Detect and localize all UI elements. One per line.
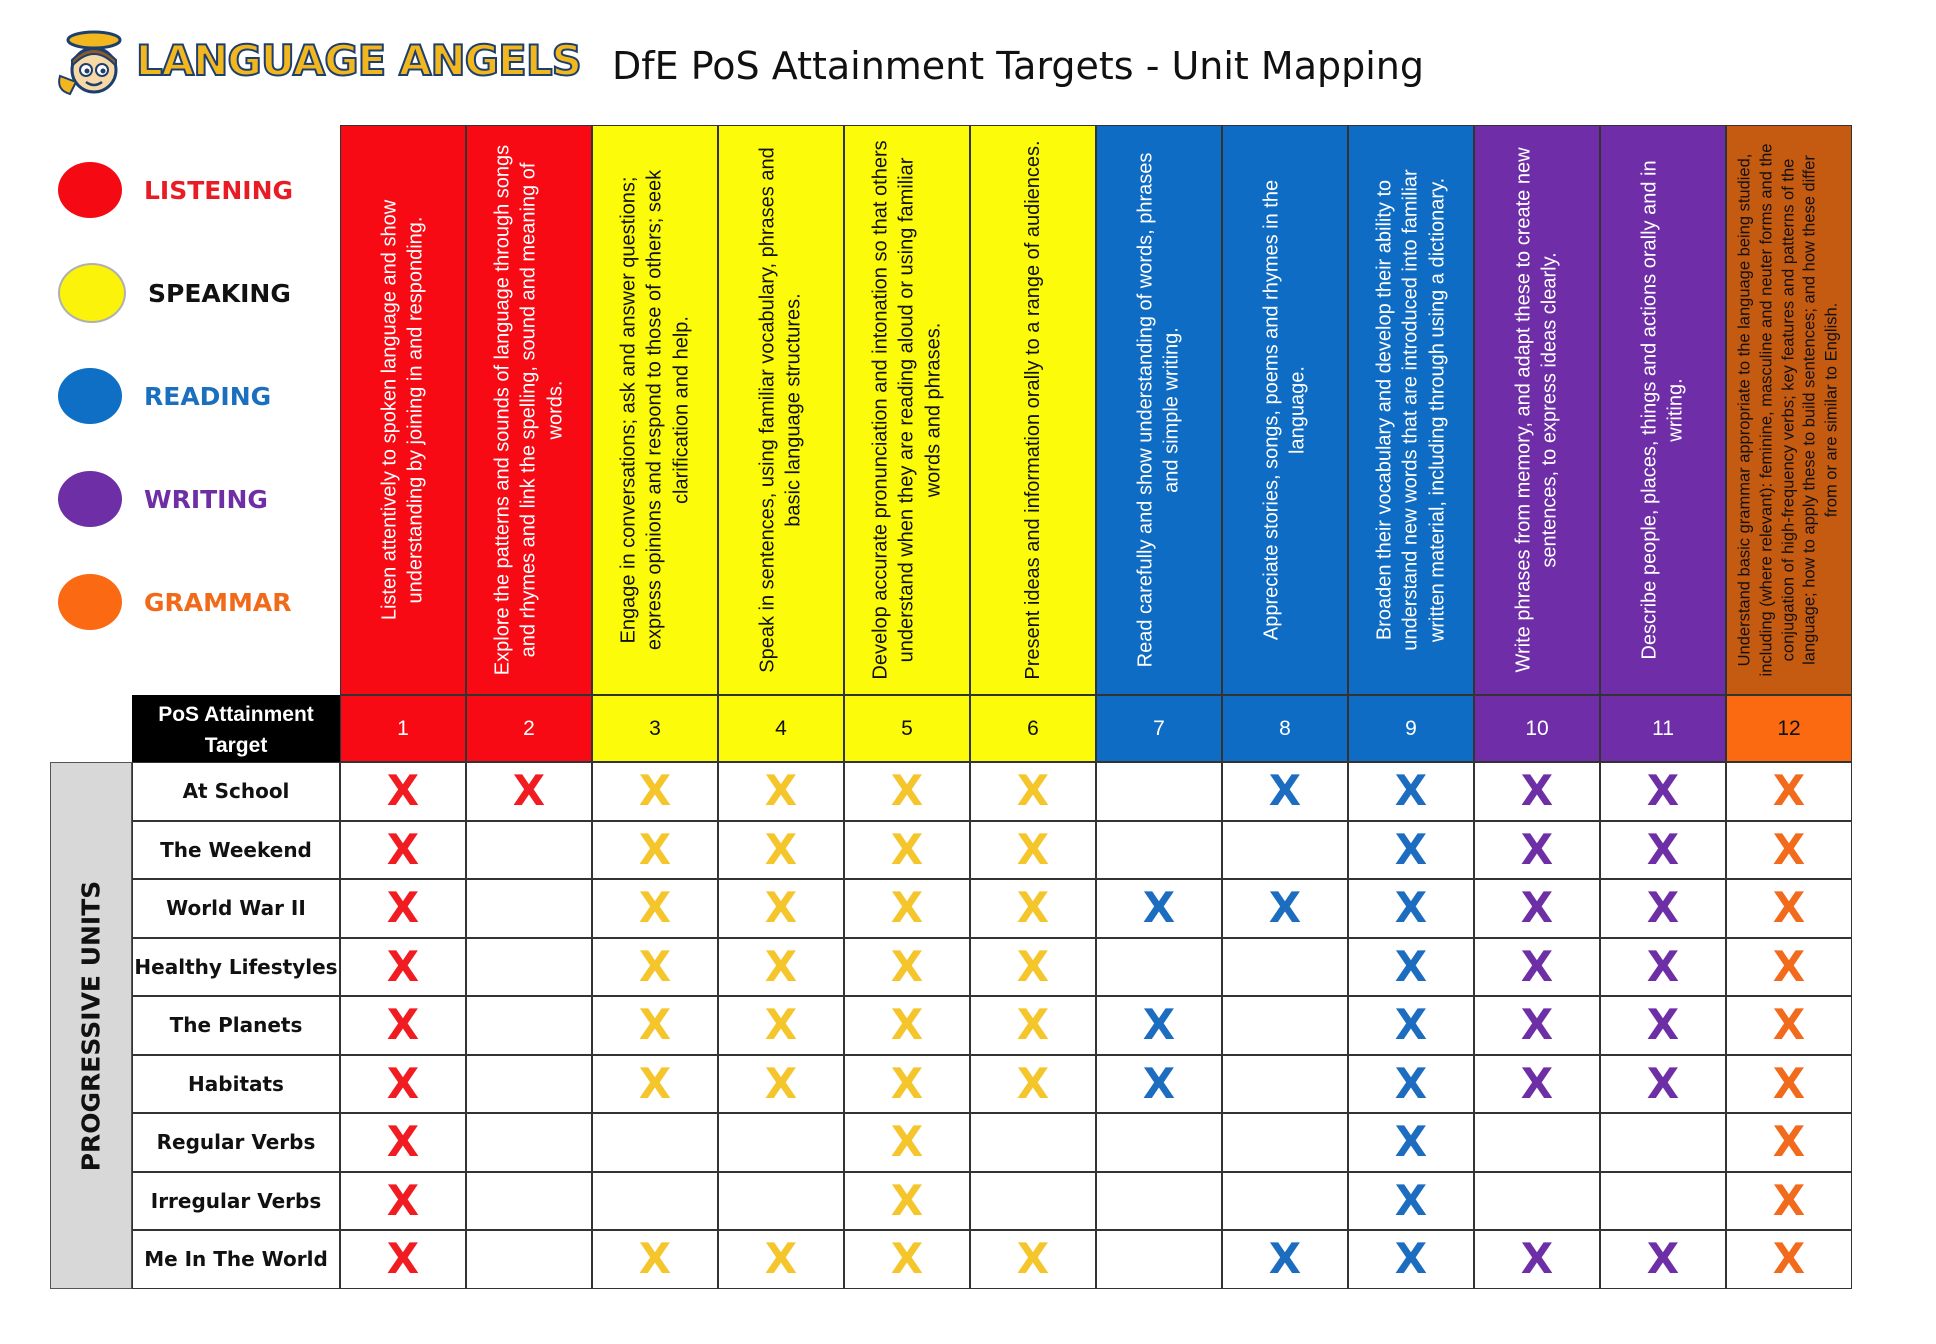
- grid-cell: [466, 1055, 592, 1114]
- grid-cell: [1474, 1113, 1600, 1172]
- coverage-mark: X: [386, 1175, 420, 1225]
- grid-cell: [592, 879, 718, 938]
- coverage-mark: X: [386, 1000, 420, 1050]
- grid-cell: [1474, 821, 1600, 880]
- grid-cell: [1474, 938, 1600, 997]
- target-description-5: [844, 125, 970, 695]
- coverage-mark: X: [1268, 766, 1302, 816]
- target-description-6: [970, 125, 1096, 695]
- grid-cell: [466, 879, 592, 938]
- grid-cell: [844, 1172, 970, 1231]
- progressive-units-band: [50, 762, 132, 1289]
- coverage-mark: X: [1646, 941, 1680, 991]
- coverage-mark: X: [1142, 1058, 1176, 1108]
- legend-label: LISTENING: [144, 175, 294, 205]
- grid-cell: [1222, 879, 1348, 938]
- target-number-7: 7: [1096, 695, 1222, 762]
- grid-cell: [718, 1172, 844, 1231]
- target-description-text: Understand basic grammar appropriate to the language being studied, including (where relevant): feminine, masculine and neuter forms and the conjugation of high-frequency verbs; key features and patterns of the language; how to apply these to build sentences; and how these differ from or are similar to English.: [1735, 143, 1841, 677]
- grid-cell: [1348, 821, 1474, 880]
- legend-item-listening: [58, 158, 293, 222]
- grid-cell: [1222, 1172, 1348, 1231]
- coverage-mark: X: [764, 941, 798, 991]
- coverage-mark: X: [1520, 1234, 1554, 1284]
- legend-label: READING: [144, 381, 272, 411]
- grid-cell: [718, 1113, 844, 1172]
- coverage-mark: X: [1772, 1058, 1806, 1108]
- coverage-mark: X: [764, 1000, 798, 1050]
- coverage-mark: X: [638, 824, 672, 874]
- coverage-mark: X: [1772, 941, 1806, 991]
- grid-cell: [844, 1055, 970, 1114]
- legend-label: SPEAKING: [148, 278, 291, 308]
- grid-cell: [1222, 762, 1348, 821]
- angel-mascot-icon: [54, 26, 134, 102]
- grid-cell: [1726, 938, 1852, 997]
- grid-cell: [844, 996, 970, 1055]
- coverage-mark: X: [1016, 766, 1050, 816]
- target-description-text: Speak in sentences, using familiar vocabulary, phrases and basic language structures.: [756, 147, 805, 673]
- grid-cell: [718, 821, 844, 880]
- target-description-10: [1474, 125, 1600, 695]
- grid-cell: [970, 1113, 1096, 1172]
- coverage-mark: X: [386, 1234, 420, 1284]
- grid-cell: [1600, 1172, 1726, 1231]
- grid-cell: [1096, 996, 1222, 1055]
- coverage-mark: X: [890, 766, 924, 816]
- grid-cell: [340, 1055, 466, 1114]
- coverage-mark: X: [1520, 1000, 1554, 1050]
- grid-cell: [592, 1230, 718, 1289]
- coverage-mark: X: [890, 941, 924, 991]
- grid-cell: [340, 762, 466, 821]
- grid-cell: [844, 1230, 970, 1289]
- coverage-mark: X: [1646, 883, 1680, 933]
- coverage-mark: X: [1520, 883, 1554, 933]
- target-description-7: [1096, 125, 1222, 695]
- grid-cell: [970, 1055, 1096, 1114]
- coverage-mark: X: [638, 1234, 672, 1284]
- coverage-mark: X: [1646, 1058, 1680, 1108]
- target-description-text: Appreciate stories, songs, poems and rhymes in the language.: [1260, 179, 1309, 641]
- legend-item-speaking: [58, 261, 291, 325]
- grid-cell: [1348, 938, 1474, 997]
- target-number-5: 5: [844, 695, 970, 762]
- grid-cell: [340, 1230, 466, 1289]
- grid-cell: [718, 938, 844, 997]
- grid-cell: [466, 762, 592, 821]
- grid-cell: [844, 879, 970, 938]
- grid-cell: [340, 938, 466, 997]
- grid-cell: [1348, 762, 1474, 821]
- grid-cell: [592, 762, 718, 821]
- coverage-mark: X: [1646, 824, 1680, 874]
- grid-cell: [1348, 1172, 1474, 1231]
- coverage-mark: X: [1772, 766, 1806, 816]
- coverage-mark: X: [1520, 1058, 1554, 1108]
- grid-cell: [592, 1172, 718, 1231]
- grid-cell: [1222, 1230, 1348, 1289]
- grid-cell: [1222, 821, 1348, 880]
- unit-label: World War II: [132, 879, 340, 938]
- grid-cell: [466, 1230, 592, 1289]
- grid-cell: [1096, 938, 1222, 997]
- unit-label: Healthy Lifestyles: [132, 938, 340, 997]
- grid-cell: [1474, 1055, 1600, 1114]
- target-description-1: [340, 125, 466, 695]
- grid-cell: [1474, 879, 1600, 938]
- progressive-units-label: PROGRESSIVE UNITS: [76, 880, 106, 1171]
- grid-cell: [340, 996, 466, 1055]
- grid-cell: [1600, 821, 1726, 880]
- coverage-mark: X: [890, 1000, 924, 1050]
- coverage-mark: X: [1394, 883, 1428, 933]
- coverage-mark: X: [1394, 1117, 1428, 1167]
- grid-cell: [1348, 1230, 1474, 1289]
- target-number-4: 4: [718, 695, 844, 762]
- target-description-text: Read carefully and show understanding of words, phrases and simple writing.: [1134, 152, 1183, 668]
- unit-label: At School: [132, 762, 340, 821]
- legend-item-reading: [58, 364, 271, 428]
- coverage-mark: X: [1394, 941, 1428, 991]
- target-number-6: 6: [970, 695, 1096, 762]
- grid-cell: [1474, 1230, 1600, 1289]
- target-description-11: [1600, 125, 1726, 695]
- grid-cell: [466, 821, 592, 880]
- unit-label: Regular Verbs: [132, 1113, 340, 1172]
- grid-cell: [1348, 1055, 1474, 1114]
- coverage-mark: X: [1772, 1000, 1806, 1050]
- coverage-mark: X: [386, 1058, 420, 1108]
- grid-cell: [466, 1113, 592, 1172]
- target-number-11: 11: [1600, 695, 1726, 762]
- legend-dot-writing: [58, 471, 122, 527]
- language-angels-logo: [54, 26, 581, 102]
- coverage-mark: X: [638, 883, 672, 933]
- coverage-mark: X: [764, 883, 798, 933]
- grid-cell: [340, 879, 466, 938]
- coverage-mark: X: [638, 766, 672, 816]
- grid-cell: [1600, 996, 1726, 1055]
- grid-cell: [1726, 821, 1852, 880]
- grid-cell: [1600, 1055, 1726, 1114]
- pos-attainment-target-label: PoS Attainment Target: [132, 695, 340, 762]
- grid-cell: [340, 821, 466, 880]
- target-description-text: Describe people, places, things and actions orally and in writing.: [1638, 160, 1687, 660]
- grid-cell: [1222, 938, 1348, 997]
- coverage-mark: X: [386, 1117, 420, 1167]
- page-title: DfE PoS Attainment Targets - Unit Mapping: [612, 44, 1424, 88]
- coverage-mark: X: [1016, 1234, 1050, 1284]
- coverage-mark: X: [1520, 824, 1554, 874]
- grid-cell: [592, 1055, 718, 1114]
- grid-cell: [1600, 762, 1726, 821]
- grid-cell: [466, 938, 592, 997]
- coverage-mark: X: [1016, 883, 1050, 933]
- grid-cell: [592, 938, 718, 997]
- coverage-mark: X: [1142, 1000, 1176, 1050]
- coverage-mark: X: [890, 1234, 924, 1284]
- grid-cell: [1600, 938, 1726, 997]
- coverage-mark: X: [1268, 883, 1302, 933]
- coverage-mark: X: [1520, 941, 1554, 991]
- grid-cell: [1348, 879, 1474, 938]
- coverage-mark: X: [1394, 766, 1428, 816]
- grid-cell: [1600, 1230, 1726, 1289]
- coverage-mark: X: [764, 1058, 798, 1108]
- grid-cell: [1726, 996, 1852, 1055]
- legend-dot-reading: [58, 368, 122, 424]
- grid-cell: [718, 879, 844, 938]
- target-description-text: Develop accurate pronunciation and intonation so that others understand when they are reading aloud or using familiar words and phrases.: [869, 140, 945, 680]
- grid-cell: [1600, 879, 1726, 938]
- grid-cell: [592, 996, 718, 1055]
- grid-cell: [844, 762, 970, 821]
- target-number-10: 10: [1474, 695, 1600, 762]
- grid-cell: [340, 1172, 466, 1231]
- coverage-mark: X: [1268, 1234, 1302, 1284]
- coverage-mark: X: [764, 766, 798, 816]
- coverage-mark: X: [890, 1058, 924, 1108]
- target-description-9: [1348, 125, 1474, 695]
- grid-cell: [1096, 879, 1222, 938]
- legend-label: GRAMMAR: [144, 587, 292, 617]
- grid-cell: [1726, 1230, 1852, 1289]
- target-description-text: Present ideas and information orally to a range of audiences.: [1021, 140, 1044, 680]
- grid-cell: [1348, 1113, 1474, 1172]
- legend-label: WRITING: [144, 484, 268, 514]
- target-description-text: Engage in conversations; ask and answer questions; express opinions and respond to those of others; seek clarification and help.: [617, 169, 693, 651]
- target-number-2: 2: [466, 695, 592, 762]
- target-number-9: 9: [1348, 695, 1474, 762]
- grid-cell: [718, 1230, 844, 1289]
- coverage-mark: X: [890, 1175, 924, 1225]
- coverage-mark: X: [1394, 1175, 1428, 1225]
- grid-cell: [1222, 996, 1348, 1055]
- grid-cell: [718, 996, 844, 1055]
- grid-cell: [1474, 1172, 1600, 1231]
- grid-cell: [1474, 762, 1600, 821]
- target-number-3: 3: [592, 695, 718, 762]
- coverage-mark: X: [638, 1000, 672, 1050]
- coverage-mark: X: [512, 766, 546, 816]
- legend-item-writing: [58, 467, 268, 531]
- target-description-4: [718, 125, 844, 695]
- target-description-text: Broaden their vocabulary and develop their ability to understand new words that are introduced into familiar written material, including through using a dictionary.: [1373, 169, 1449, 651]
- coverage-mark: X: [386, 766, 420, 816]
- coverage-mark: X: [1772, 824, 1806, 874]
- coverage-mark: X: [386, 941, 420, 991]
- grid-cell: [1726, 1172, 1852, 1231]
- coverage-mark: X: [1016, 941, 1050, 991]
- grid-cell: [1726, 879, 1852, 938]
- coverage-mark: X: [638, 941, 672, 991]
- grid-cell: [970, 1172, 1096, 1231]
- grid-cell: [1096, 1230, 1222, 1289]
- grid-cell: [970, 821, 1096, 880]
- coverage-mark: X: [386, 824, 420, 874]
- target-description-text: Write phrases from memory, and adapt these to create new sentences, to express ideas clearly.: [1512, 147, 1561, 673]
- target-description-12: [1726, 125, 1852, 695]
- coverage-mark: X: [1142, 883, 1176, 933]
- coverage-mark: X: [1016, 824, 1050, 874]
- grid-cell: [1726, 1113, 1852, 1172]
- target-number-1: 1: [340, 695, 466, 762]
- grid-cell: [970, 879, 1096, 938]
- coverage-mark: X: [1772, 1175, 1806, 1225]
- grid-cell: [1222, 1055, 1348, 1114]
- grid-cell: [1348, 996, 1474, 1055]
- grid-cell: [1726, 1055, 1852, 1114]
- coverage-mark: X: [638, 1058, 672, 1108]
- coverage-mark: X: [1772, 1117, 1806, 1167]
- coverage-mark: X: [1772, 883, 1806, 933]
- grid-cell: [970, 762, 1096, 821]
- coverage-mark: X: [1520, 766, 1554, 816]
- grid-cell: [340, 1113, 466, 1172]
- target-number-8: 8: [1222, 695, 1348, 762]
- coverage-mark: X: [386, 883, 420, 933]
- unit-label: Me In The World: [132, 1230, 340, 1289]
- grid-cell: [466, 1172, 592, 1231]
- coverage-mark: X: [1394, 824, 1428, 874]
- unit-label: The Planets: [132, 996, 340, 1055]
- target-description-3: [592, 125, 718, 695]
- coverage-mark: X: [890, 883, 924, 933]
- unit-label: Habitats: [132, 1055, 340, 1114]
- legend-item-grammar: [58, 570, 291, 634]
- coverage-mark: X: [890, 1117, 924, 1167]
- coverage-mark: X: [1016, 1000, 1050, 1050]
- legend-dot-listening: [58, 162, 122, 218]
- grid-cell: [1222, 1113, 1348, 1172]
- logo-text: LANGUAGE ANGELS: [136, 36, 581, 85]
- coverage-mark: X: [764, 824, 798, 874]
- grid-cell: [970, 938, 1096, 997]
- coverage-mark: X: [1646, 1234, 1680, 1284]
- grid-cell: [1096, 762, 1222, 821]
- grid-cell: [844, 821, 970, 880]
- legend-dot-grammar: [58, 574, 122, 630]
- grid-cell: [1096, 821, 1222, 880]
- coverage-mark: X: [1772, 1234, 1806, 1284]
- unit-label: The Weekend: [132, 821, 340, 880]
- grid-cell: [970, 996, 1096, 1055]
- target-description-2: [466, 125, 592, 695]
- grid-cell: [718, 762, 844, 821]
- grid-cell: [1096, 1172, 1222, 1231]
- coverage-mark: X: [1394, 1000, 1428, 1050]
- coverage-mark: X: [1646, 766, 1680, 816]
- grid-cell: [1096, 1113, 1222, 1172]
- grid-cell: [844, 1113, 970, 1172]
- target-description-text: Listen attentively to spoken language and show understanding by joining in and responding.: [378, 199, 427, 621]
- grid-cell: [970, 1230, 1096, 1289]
- grid-cell: [1600, 1113, 1726, 1172]
- target-number-12: 12: [1726, 695, 1852, 762]
- grid-cell: [592, 1113, 718, 1172]
- grid-cell: [592, 821, 718, 880]
- coverage-mark: X: [890, 824, 924, 874]
- target-description-8: [1222, 125, 1348, 695]
- coverage-mark: X: [1646, 1000, 1680, 1050]
- coverage-mark: X: [1394, 1234, 1428, 1284]
- grid-cell: [718, 1055, 844, 1114]
- coverage-mark: X: [764, 1234, 798, 1284]
- grid-cell: [1726, 762, 1852, 821]
- grid-cell: [844, 938, 970, 997]
- grid-cell: [1474, 996, 1600, 1055]
- unit-label: Irregular Verbs: [132, 1172, 340, 1231]
- coverage-mark: X: [1016, 1058, 1050, 1108]
- legend-dot-speaking: [58, 263, 126, 323]
- grid-cell: [1096, 1055, 1222, 1114]
- target-description-text: Explore the patterns and sounds of language through songs and rhymes and link the spelling, sound and meaning of words.: [491, 144, 567, 676]
- grid-cell: [466, 996, 592, 1055]
- coverage-mark: X: [1394, 1058, 1428, 1108]
